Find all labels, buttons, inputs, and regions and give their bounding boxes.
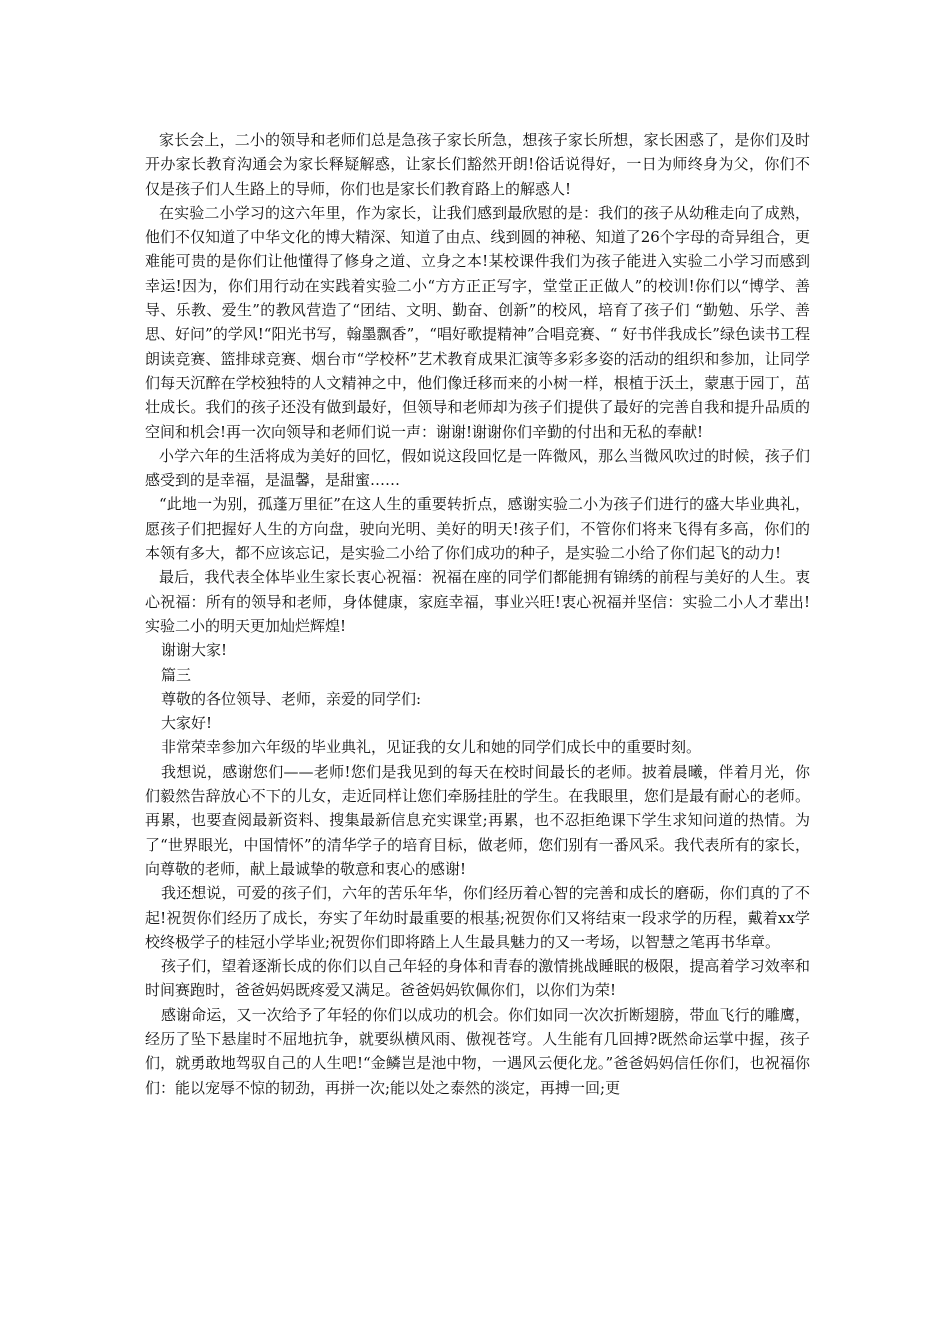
paragraph-honored: 非常荣幸参加六年级的毕业典礼，见证我的女儿和她的同学们成长中的重要时刻。 xyxy=(161,738,702,757)
document-body xyxy=(145,128,810,1100)
paragraph-children-growth: 我还想说，可爱的孩子们，六年的苦乐年华，你们经历着心智的完善和成长的磨砺，你们真的了不起!祝贺你们经历了成长，夯实了年幼时最重要的根基;祝贺你们又将结束一段求学的历程，戴着xx学校终极学子的桂冠小学毕业;祝贺你们即将踏上人生最具魅力的又一考场，以智慧之笔再书华章。 xyxy=(145,884,810,951)
paragraph-parent-meetings: 家长会上，二小的领导和老师们总是急孩子家长所急，想孩子家长所想，家长困惑了，是你们及时开办家长教育沟通会为家长释疑解惑，让家长们豁然开朗!俗话说得好，一日为师终身为父，你们不仅是孩子们人生路上的导师，你们也是家长们教育路上的解惑人! xyxy=(145,131,810,198)
paragraph-final-blessing: 最后，我代表全体毕业生家长衷心祝福：祝福在座的同学们都能拥有锦绣的前程与美好的人生。衷心祝福：所有的领导和老师，身体健康，家庭幸福，事业兴旺!衷心祝福并坚信：实验二小人才辈出!实验二小的明天更加灿烂辉煌! xyxy=(145,568,810,635)
paragraph-six-years: 在实验二小学习的这六年里，作为家长，让我们感到最欣慰的是：我们的孩子从幼稚走向了成熟，他们不仅知道了中华文化的博大精深、知道了由点、线到圆的神秘、知道了26个字母的奇异组合，更难能可贵的是你们让他懂得了修身之道、立身之本!某校课件我们为孩子能进入实验二小学习而感到幸运!因为，你们用行动在实践着实验二小“方方正正写字，堂堂正正做人”的校训!你们以“博学、善导、乐教、爱生”的教风营造了“团结、文明、勤奋、创新”的校风，培育了孩子们 “勤勉、乐学、善思、好问”的学风!“阳光书写，翰墨飘香”，“唱好歌提精神”合唱竞赛、“ 好书伴我成长”绿色读书工程朗读竞赛、篮排球竞赛、烟台市“学校杯”艺术教育成果汇演等多彩多姿的活动的组织和参加，让同学们每天沉醉在学校独特的人文精神之中，他们像迁移而来的小树一样，根植于沃土，蒙惠于园丁，茁壮成长。我们的孩子还没有做到最好，但领导和老师却为孩子们提供了最好的完善自我和提升品质的空间和机会!再一次向领导和老师们说一声：谢谢!谢谢你们辛勤的付出和无私的奉献! xyxy=(145,203,810,441)
paragraph-children-effort: 孩子们，望着逐渐长成的你们以自己年轻的身体和青春的激情挑战睡眠的极限，提高着学习效率和时间赛跑时，爸爸妈妈既疼爱又满足。爸爸妈妈钦佩你们，以你们为荣! xyxy=(145,957,810,1000)
section-heading: 篇三 xyxy=(161,665,192,684)
paragraph-destiny: 感谢命运，又一次给予了年轻的你们以成功的机会。你们如同一次次折断翅膀，带血飞行的雕鹰，经历了坠下悬崖时不屈地抗争，就要纵横风雨、傲视苍穹。人生能有几回搏?既然命运掌中握，孩子们，就勇敢地驾驭自己的人生吧!“金鳞岂是池中物，一遇风云便化龙。”爸爸妈妈信任你们，也祝福你们：能以宠辱不惊的韧劲，再拼一次;能以处之泰然的淡定，再搏一回;更 xyxy=(145,1005,810,1097)
paragraph-salutation: 尊敬的各位领导、老师，亲爱的同学们: xyxy=(161,689,422,708)
paragraph-farewell-poem: “此地一为别，孤蓬万里征”在这人生的重要转折点，感谢实验二小为孩子们进行的盛大毕业典礼，愿孩子们把握好人生的方向盘，驶向光明、美好的明天!孩子们，不管你们将来飞得有多高，你们的本领有多大，都不应该忘记，是实验二小给了你们成功的种子，是实验二小给了你们起飞的动力! xyxy=(145,495,810,563)
paragraph-memories: 小学六年的生活将成为美好的回忆，假如说这段回忆是一阵微风，那么当微风吹过的时候，孩子们感受到的是幸福，是温馨，是甜蜜…… xyxy=(145,446,810,490)
paragraph-thanks-all: 谢谢大家! xyxy=(161,641,228,660)
paragraph-thank-teachers: 我想说，感谢您们——老师!您们是我见到的每天在校时间最长的老师。披着晨曦，伴着月光，你们毅然告辞放心不下的儿女，走近同样让您们牵肠挂肚的学生。在我眼里，您们是最有耐心的老师。再累，也要查阅最新资料、搜集最新信息充实课堂;再累，也不忍拒绝课下学生求知问道的热情。为了“世界眼光，中国情怀”的清华学子的培育目标，做老师，您们别有一番风采。我代表所有的家长，向尊敬的老师，献上最诚挚的敬意和衷心的感谢! xyxy=(145,762,810,878)
paragraph-greeting: 大家好! xyxy=(161,714,213,733)
